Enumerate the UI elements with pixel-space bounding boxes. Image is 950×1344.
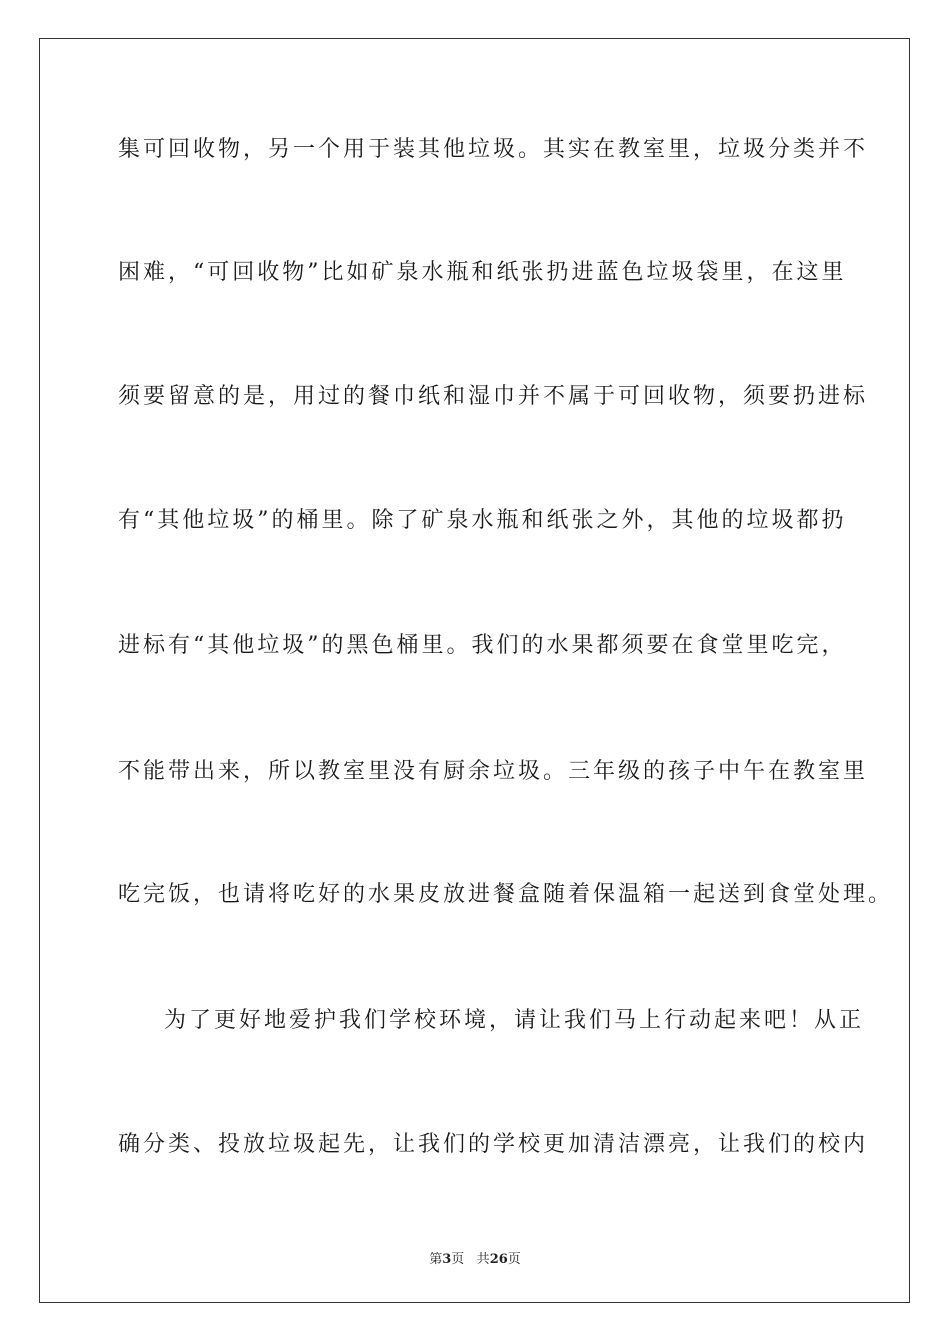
- paragraph-line: 困难，“可回收物”比如矿泉水瓶和纸张扔进蓝色垃圾袋里，在这里: [118, 260, 847, 285]
- footer-prefix: 第: [429, 1252, 443, 1267]
- page-border: [39, 38, 910, 1303]
- paragraph-line: 进标有“其他垃圾”的黑色桶里。我们的水果都须要在食堂里吃完，: [118, 633, 847, 658]
- page-footer: [0, 1248, 950, 1267]
- paragraph-line: 吃完饭，也请将吃好的水果皮放进餐盒随着保温箱一起送到食堂处理。: [118, 882, 894, 907]
- total-pages: 26: [489, 1252, 508, 1267]
- footer-total-prefix: 共: [476, 1252, 490, 1267]
- paragraph-line: 有“其他垃圾”的桶里。除了矿泉水瓶和纸张之外，其他的垃圾都扔: [118, 508, 847, 533]
- footer-page-suffix: 页: [451, 1252, 465, 1267]
- paragraph-line: 不能带出来，所以教室里没有厨余垃圾。三年级的孩子中午在教室里: [118, 759, 869, 784]
- paragraph-line-indented: 为了更好地爱护我们学校环境，请让我们马上行动起来吧！从正: [164, 1008, 865, 1033]
- paragraph-line: 须要留意的是，用过的餐巾纸和湿巾并不属于可回收物，须要扔进标: [118, 384, 869, 409]
- paragraph-line: 确分类、投放垃圾起先，让我们的学校更加清洁漂亮，让我们的校内: [118, 1132, 869, 1157]
- footer-total-suffix: 页: [507, 1252, 521, 1267]
- page-number: 3: [442, 1252, 452, 1267]
- paragraph-line: 集可回收物，另一个用于装其他垃圾。其实在教室里，垃圾分类并不: [118, 137, 869, 162]
